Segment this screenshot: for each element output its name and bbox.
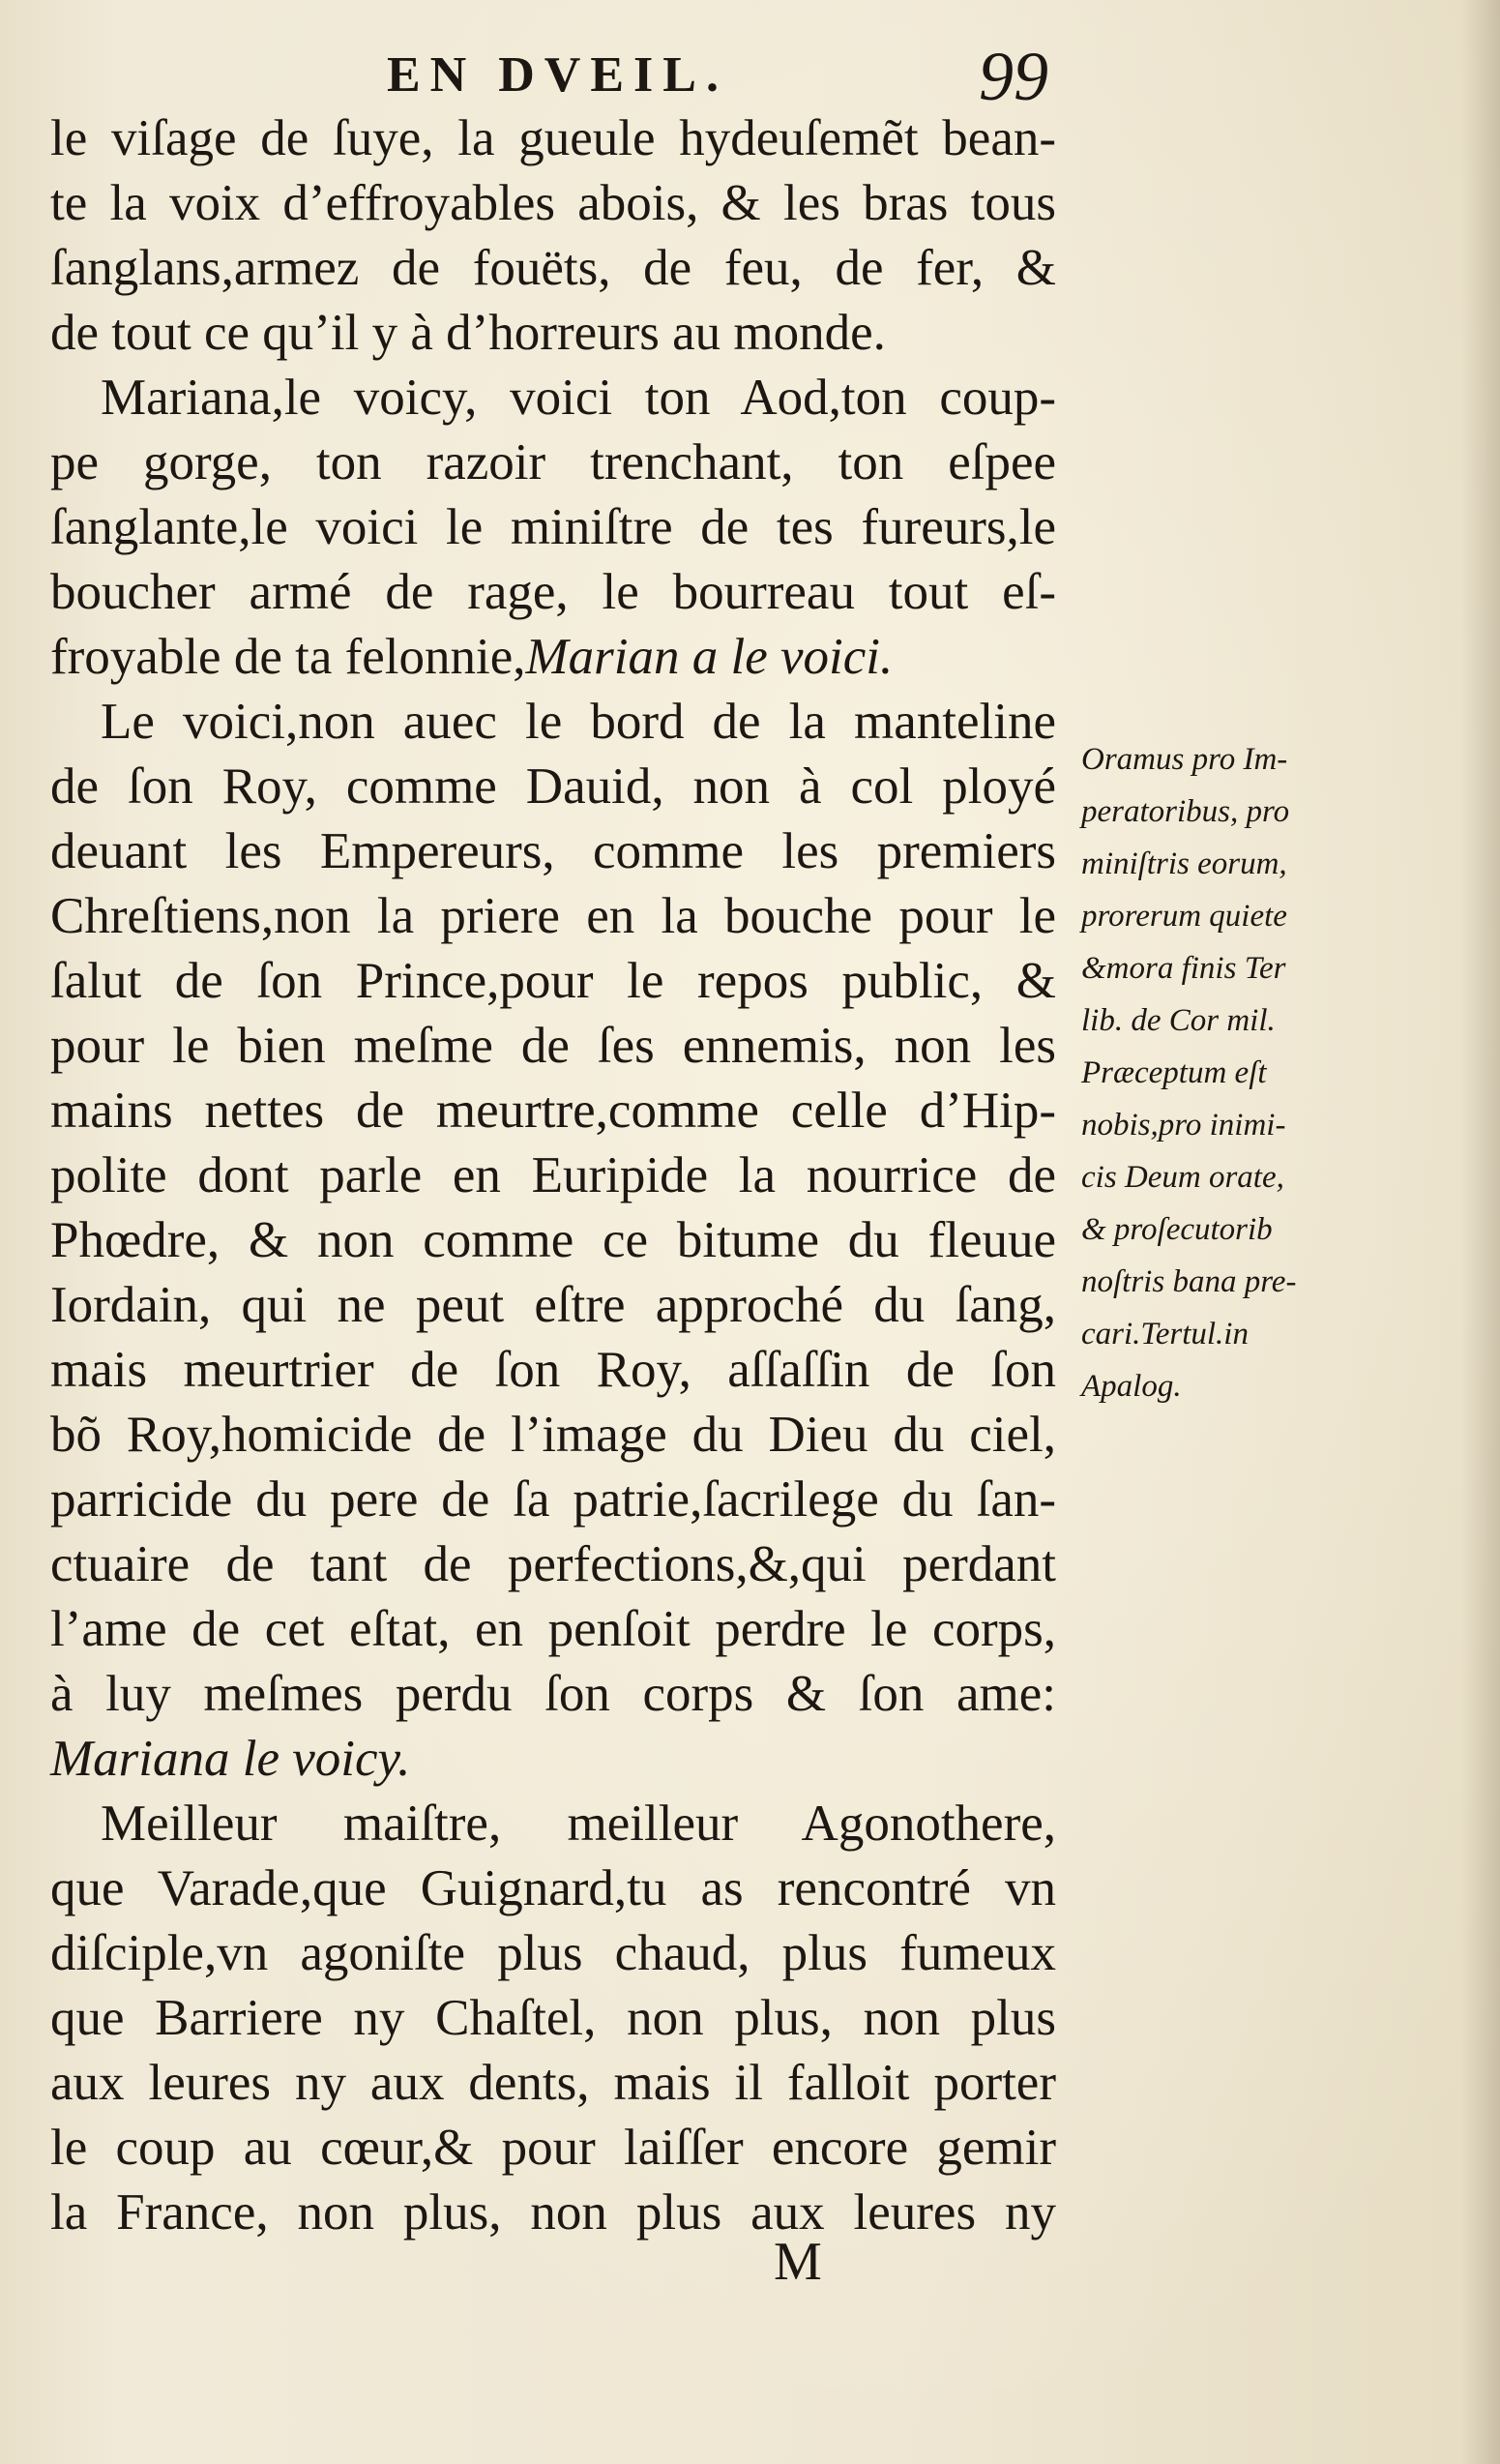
page-number: 99 — [979, 38, 1048, 115]
text-line: polite dont parle en Euripide la nourrice de — [50, 1147, 1056, 1203]
margin-note-line: prorerum quiete — [1081, 899, 1287, 934]
main-text-block — [50, 106, 1056, 2245]
marginal-note — [1081, 733, 1400, 1412]
margin-note-line: cari.Tertul.in — [1081, 1317, 1249, 1351]
text-line: ctuaire de tant de perfections,&,qui perdant — [50, 1536, 1056, 1592]
margin-note-line: & proſecutorib — [1081, 1212, 1273, 1247]
text-line: le viſage de ſuye, la gueule hydeuſemẽt bean- — [50, 110, 1056, 166]
text-line: aux leures ny aux dents, mais il falloit porter — [50, 2055, 1056, 2111]
text-line: mains nettes de meurtre,comme celle d’Hip- — [50, 1083, 1056, 1139]
page-edge-shadow — [1461, 0, 1500, 2464]
margin-note-line: Oramus pro Im- — [1081, 742, 1288, 777]
margin-note-line: noſtris bana pre- — [1081, 1264, 1297, 1299]
text-line: mais meurtrier de ſon Roy, aſſaſſin de ſon — [50, 1342, 1056, 1398]
text-line-with-italic — [50, 625, 1056, 690]
signature-mark: M — [774, 2232, 822, 2292]
text-line: que Varade,que Guignard,tu as rencontré vn — [50, 1860, 1056, 1916]
margin-note-line: Præceptum eſt — [1081, 1055, 1267, 1090]
text-line: ſanglante,le voici le miniſtre de tes fureurs,le — [50, 499, 1056, 555]
text-line: diſciple,vn agoniſte plus chaud, plus fumeux — [50, 1925, 1056, 1981]
text-line: ſanglans,armez de fouëts, de feu, de fer, & — [50, 240, 1056, 296]
margin-note-line: peratoribus, pro — [1081, 794, 1290, 829]
text-line: te la voix d’effroyables abois, & les bras tous — [50, 175, 1056, 231]
text-line: Phœdre, & non comme ce bitume du fleuue — [50, 1212, 1056, 1268]
text-line: boucher armé de rage, le bourreau tout eſ- — [50, 564, 1056, 620]
text-line: Meilleur maiſtre, meilleur Agonothere, — [101, 1796, 1056, 1852]
text-line: pe gorge, ton razoir trenchant, ton eſpee — [50, 434, 1056, 490]
text-line: bõ Roy,homicide de l’image du Dieu du ciel, — [50, 1407, 1056, 1463]
italic-refrain: Marian a le voici. — [525, 629, 894, 685]
text-line: de ſon Roy, comme Dauid, non à col ployé — [50, 758, 1056, 815]
margin-note-line: &mora finis Ter — [1081, 951, 1286, 986]
italic-refrain: Mariana le voicy. — [50, 1731, 411, 1787]
margin-note-line: lib. de Cor mil. — [1081, 1003, 1276, 1038]
text-line: pour le bien meſme de ſes ennemis, non les — [50, 1018, 1056, 1074]
text-line: que Barriere ny Chaſtel, non plus, non plus — [50, 1990, 1056, 2046]
text-line-roman-part: froyable de ta felonnie, — [50, 629, 526, 685]
text-line: deuant les Empereurs, comme les premiers — [50, 823, 1056, 879]
text-line: Iordain, qui ne peut eſtre approché du ſang, — [50, 1277, 1056, 1333]
text-line: Mariana,le voicy, voici ton Aod,ton coup- — [101, 370, 1056, 426]
text-line: Le voici,non auec le bord de la manteline — [101, 694, 1056, 750]
margin-note-line: cis Deum orate, — [1081, 1160, 1284, 1195]
margin-note-line: nobis,pro inimi- — [1081, 1108, 1286, 1143]
margin-note-line: Apalog. — [1081, 1369, 1182, 1404]
text-line: l’ame de cet eſtat, en penſoit perdre le corps, — [50, 1601, 1056, 1657]
text-line: la France, non plus, non plus aux leures ny — [50, 2184, 1056, 2241]
text-line: de tout ce qu’il y à d’horreurs au monde. — [50, 305, 886, 361]
margin-note-line: miniſtris eorum, — [1081, 846, 1287, 881]
text-line: à luy meſmes perdu ſon corps & ſon ame: — [50, 1666, 1056, 1722]
running-head: EN DVEIL. — [387, 47, 728, 103]
text-line: le coup au cœur,& pour laiſſer encore gemir — [50, 2120, 1056, 2176]
text-line: parricide du pere de ſa patrie,ſacrilege du ſan- — [50, 1471, 1056, 1528]
text-line: ſalut de ſon Prince,pour le repos public, & — [50, 953, 1056, 1009]
text-line: Chreſtiens,non la priere en la bouche pour le — [50, 888, 1056, 944]
